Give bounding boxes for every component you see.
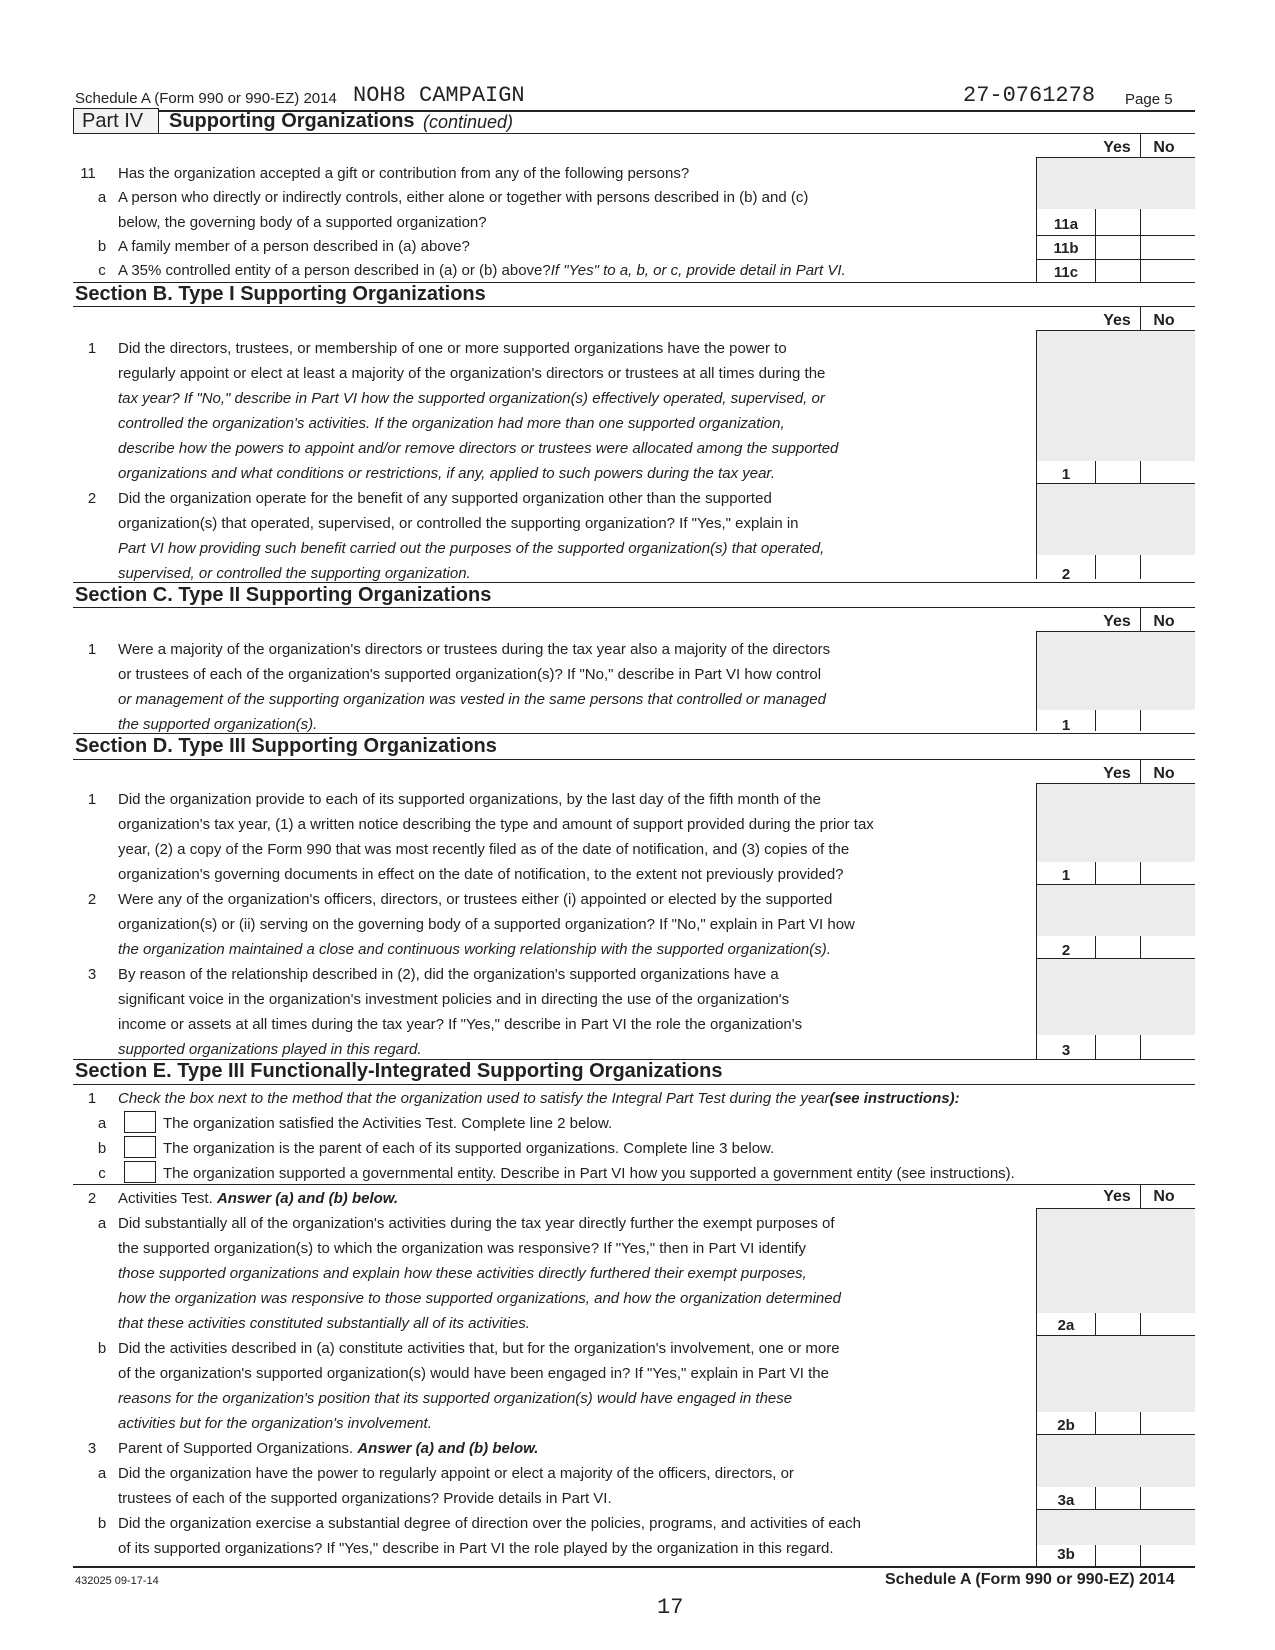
schedule-label: Schedule A (Form 990 or 990-EZ) 2014 <box>75 90 337 107</box>
e-opt-b-text: The organization is the parent of each of its supported organizations. Complete line 3 below. <box>163 1140 775 1157</box>
e-q2a-letter: a <box>97 1215 107 1232</box>
shaded-cell <box>1037 784 1195 862</box>
e-q2a-line: Did substantially all of the organization's activities during the tax year directly further the exempt purposes of <box>118 1215 835 1232</box>
q11c-letter: c <box>98 262 106 279</box>
q11a-line2: below, the governing body of a supported organization? <box>118 214 487 231</box>
q11-number: 11 <box>80 165 96 182</box>
e-q3-answer: Answer (a) and (b) below. <box>357 1440 539 1457</box>
footer-schedule-label: Schedule A (Form 990 or 990-EZ) 2014 <box>885 1571 1175 1588</box>
shaded-cell <box>1037 632 1195 710</box>
row-rule <box>1036 235 1195 236</box>
c-q1-line: the supported organization(s). <box>118 716 318 733</box>
yes-header: Yes <box>1103 139 1131 156</box>
e-q1-see: (see instructions): <box>829 1090 960 1107</box>
section-c-title: Section C. Type II Supporting Organizations <box>75 584 492 606</box>
shaded-cell <box>1037 1434 1195 1487</box>
e-q2b-line: activities but for the organization's involvement. <box>118 1415 432 1432</box>
page-number: 17 <box>657 1595 684 1620</box>
e-q3b-line: Did the organization exercise a substantial degree of direction over the policies, programs, and activities of each <box>118 1515 861 1532</box>
ref-b2: 2 <box>1061 566 1071 583</box>
section-rule <box>73 759 1195 760</box>
b-q2-line: Part VI how providing such benefit carried out the purposes of the supported organization(s) that operated, <box>118 540 825 557</box>
shaded-cell <box>1037 1335 1195 1412</box>
e-q2b-line: Did the activities described in (a) constitute activities that, but for the organization's involvement, one or more <box>118 1340 840 1357</box>
yn-divider <box>1140 133 1141 157</box>
shaded-cell <box>1037 958 1195 1035</box>
d-q3-line: By reason of the relationship described in (2), did the organization's supported organizations have a <box>118 966 779 983</box>
e-q3-number: 3 <box>87 1440 97 1457</box>
c-q1-line: Were a majority of the organization's directors or trustees during the tax year also a majority of the directors <box>118 641 831 658</box>
d-q1-number: 1 <box>87 791 97 808</box>
section-e-title: Section E. Type III Functionally-Integrated Supporting Organizations <box>75 1060 723 1082</box>
row-rule <box>73 733 1195 734</box>
section-d-title: Section D. Type III Supporting Organizations <box>75 735 497 757</box>
e-q2-answer: Answer (a) and (b) below. <box>216 1190 399 1207</box>
shaded-cell <box>1037 483 1195 555</box>
section-rule <box>73 1084 1195 1085</box>
d-q3-line: income or assets at all times during the tax year? If "Yes," describe in Part VI the role the organization's <box>118 1016 803 1033</box>
e-opt-c-text: The organization supported a governmental entity. Describe in Part VI how you supported a government entity (see instructions). <box>163 1165 1015 1182</box>
footer-rule <box>73 1566 1195 1568</box>
yes-header: Yes <box>1103 1188 1131 1205</box>
yn-divider <box>1140 759 1141 783</box>
ref-e3b: 3b <box>1057 1546 1075 1563</box>
row-rule <box>1036 958 1195 959</box>
e-opt-a-letter: a <box>97 1115 107 1132</box>
governmental-entity-checkbox[interactable] <box>124 1161 156 1183</box>
part-badge <box>73 108 159 134</box>
ref-11a: 11a <box>1053 216 1079 233</box>
ref-d3: 3 <box>1061 1042 1071 1059</box>
e-q2a-line: the supported organization(s) to which the organization was responsive? If "Yes," then in Part VI identify <box>118 1240 806 1257</box>
q11a-letter: a <box>97 189 107 206</box>
ref-11c: 11c <box>1053 264 1079 281</box>
b-q1-line: organizations and what conditions or restrictions, if any, applied to such powers during the tax year. <box>118 465 776 482</box>
ref-d1: 1 <box>1061 867 1071 884</box>
q11-text: Has the organization accepted a gift or contribution from any of the following persons? <box>118 165 690 182</box>
d-q2-line: the organization maintained a close and continuous working relationship with the supported organization(s). <box>118 941 831 958</box>
d-q1-line: organization's governing documents in effect on the date of notification, to the extent not previously provided? <box>118 866 844 883</box>
ref-c1: 1 <box>1061 717 1071 734</box>
e-q2a-line: how the organization was responsive to those supported organizations, and how the organization determined <box>118 1290 841 1307</box>
d-q2-line: Were any of the organization's officers, directors, or trustees either (i) appointed or elected by the supported <box>118 891 833 908</box>
e-q2-number: 2 <box>87 1190 97 1207</box>
d-q3-number: 3 <box>87 966 97 983</box>
b-q1-line: describe how the powers to appoint and/or remove directors or trustees were allocated among the supported <box>118 440 839 457</box>
q11b-letter: b <box>97 238 107 255</box>
d-q3-line: significant voice in the organization's investment policies and in directing the use of the organization's <box>118 991 790 1008</box>
no-header: No <box>1153 1188 1175 1205</box>
d-q1-line: organization's tax year, (1) a written notice describing the type and amount of support provided during the prior tax <box>118 816 874 833</box>
e-q2b-line: reasons for the organization's position that its supported organization(s) would have engaged in these <box>118 1390 793 1407</box>
b-q2-line: organization(s) that operated, supervised, or controlled the supporting organization? If "Yes," explain in <box>118 515 799 532</box>
org-name: NOH8 CAMPAIGN <box>353 83 525 108</box>
e-q3b-letter: b <box>97 1515 107 1532</box>
yn-divider <box>1140 1184 1141 1208</box>
c-q1-number: 1 <box>87 641 97 658</box>
shaded-cell <box>1037 1509 1195 1545</box>
d-q3-line: supported organizations played in this regard. <box>118 1041 422 1058</box>
e-q3b-line: of its supported organizations? If "Yes," describe in Part VI the role played by the organization in this regard. <box>118 1540 834 1557</box>
q11c-main: A 35% controlled entity of a person described in (a) or (b) above? <box>118 262 551 279</box>
row-rule <box>73 582 1195 583</box>
b-q1-number: 1 <box>87 340 97 357</box>
e-q3a-letter: a <box>97 1465 107 1482</box>
e-q2-text <box>118 1190 398 1208</box>
page-label: Page 5 <box>1125 91 1173 108</box>
row-rule <box>73 1184 1195 1185</box>
e-opt-a-text: The organization satisfied the Activities Test. Complete line 2 below. <box>163 1115 613 1132</box>
row-rule <box>1036 483 1195 484</box>
b-q1-line: regularly appoint or elect at least a majority of the organization's directors or trustees at all times during the <box>118 365 826 382</box>
b-q1-line: Did the directors, trustees, or membership of one or more supported organizations have the power to <box>118 340 787 357</box>
row-rule <box>1036 1434 1195 1435</box>
yes-header: Yes <box>1103 312 1131 329</box>
footer-code: 432025 09-17-14 <box>75 1575 159 1587</box>
row-rule <box>1036 884 1195 885</box>
d-q1-line: year, (2) a copy of the Form 990 that was most recently filed as of the date of notification, and (3) copies of the <box>118 841 850 858</box>
section-b-title: Section B. Type I Supporting Organizations <box>75 283 486 305</box>
no-header: No <box>1153 613 1175 630</box>
b-q2-line: supervised, or controlled the supporting organization. <box>118 565 471 582</box>
b-q1-line: controlled the organization's activities. If the organization had more than one supported organization, <box>118 415 785 432</box>
shaded-cell <box>1037 884 1195 936</box>
part-title: Supporting Organizations <box>169 110 415 132</box>
section-rule <box>73 607 1195 608</box>
d-q2-line: organization(s) or (ii) serving on the governing body of a supported organization? If "No," explain in Part VI how <box>118 916 855 933</box>
no-header: No <box>1153 312 1175 329</box>
no-header: No <box>1153 765 1175 782</box>
ref-d2: 2 <box>1061 942 1071 959</box>
part-rule <box>73 133 1195 134</box>
row-rule <box>1036 259 1195 260</box>
d-q1-line: Did the organization provide to each of its supported organizations, by the last day of the fifth month of the <box>118 791 821 808</box>
yes-header: Yes <box>1103 765 1131 782</box>
e-q3-label: Parent of Supported Organizations. <box>118 1440 354 1457</box>
shaded-cell <box>1037 331 1195 461</box>
row-rule <box>1036 1335 1195 1336</box>
shaded-cell <box>1037 1209 1195 1313</box>
part-label: Part IV <box>82 110 144 132</box>
yes-header: Yes <box>1103 613 1131 630</box>
shaded-cell <box>1037 158 1195 209</box>
q11c-text <box>118 262 846 280</box>
q11b-text: A family member of a person described in (a) above? <box>118 238 470 255</box>
ref-11b: 11b <box>1053 240 1079 257</box>
d-q2-number: 2 <box>87 891 97 908</box>
q11a-line1: A person who directly or indirectly controls, either alone or together with persons described in (b) and (c) <box>118 189 809 206</box>
e-q2b-letter: b <box>97 1340 107 1357</box>
parent-organization-checkbox[interactable] <box>124 1136 156 1158</box>
e-q1-main: Check the box next to the method that the organization used to satisfy the Integral Part Test during the year <box>118 1090 830 1107</box>
c-q1-line: or management of the supporting organization was vested in the same persons that controlled or managed <box>118 691 826 708</box>
activities-test-checkbox[interactable] <box>124 1111 156 1133</box>
b-q2-number: 2 <box>87 490 97 507</box>
e-q1-text <box>118 1090 960 1108</box>
e-q2a-line: those supported organizations and explain how these activities directly furthered their exempt purposes, <box>118 1265 807 1282</box>
ref-e3a: 3a <box>1057 1492 1075 1509</box>
ref-e2a: 2a <box>1057 1317 1075 1334</box>
no-header: No <box>1153 139 1175 156</box>
e-q3a-line: Did the organization have the power to regularly appoint or elect a majority of the officers, directors, or <box>118 1465 794 1482</box>
yn-divider <box>1140 306 1141 330</box>
e-q1-number: 1 <box>87 1090 97 1107</box>
b-q1-line: tax year? If "No," describe in Part VI how the supported organization(s) effectively operated, supervised, or <box>118 390 825 407</box>
e-q2-label: Activities Test. <box>118 1190 213 1207</box>
e-q3a-line: trustees of each of the supported organizations? Provide details in Part VI. <box>118 1490 612 1507</box>
b-q2-line: Did the organization operate for the benefit of any supported organization other than the supported <box>118 490 772 507</box>
e-q2a-line: that these activities constituted substantially all of its activities. <box>118 1315 530 1332</box>
part-subtitle: (continued) <box>423 112 514 132</box>
row-rule <box>1036 1509 1195 1510</box>
yn-divider <box>1140 607 1141 631</box>
ein: 27-0761278 <box>963 83 1096 108</box>
e-opt-b-letter: b <box>97 1140 107 1157</box>
e-q2b-line: of the organization's supported organization(s) would have been engaged in? If "Yes," explain in Part VI the <box>118 1365 829 1382</box>
section-rule <box>73 306 1195 307</box>
ref-b1: 1 <box>1061 466 1071 483</box>
e-opt-c-letter: c <box>98 1165 106 1182</box>
ref-e2b: 2b <box>1057 1417 1075 1434</box>
q11c-note: If "Yes" to a, b, or c, provide detail in Part VI. <box>550 262 846 279</box>
e-q3-text <box>118 1440 538 1458</box>
c-q1-line: or trustees of each of the organization's supported organization(s)? If "No," describe in Part VI how control <box>118 666 822 683</box>
